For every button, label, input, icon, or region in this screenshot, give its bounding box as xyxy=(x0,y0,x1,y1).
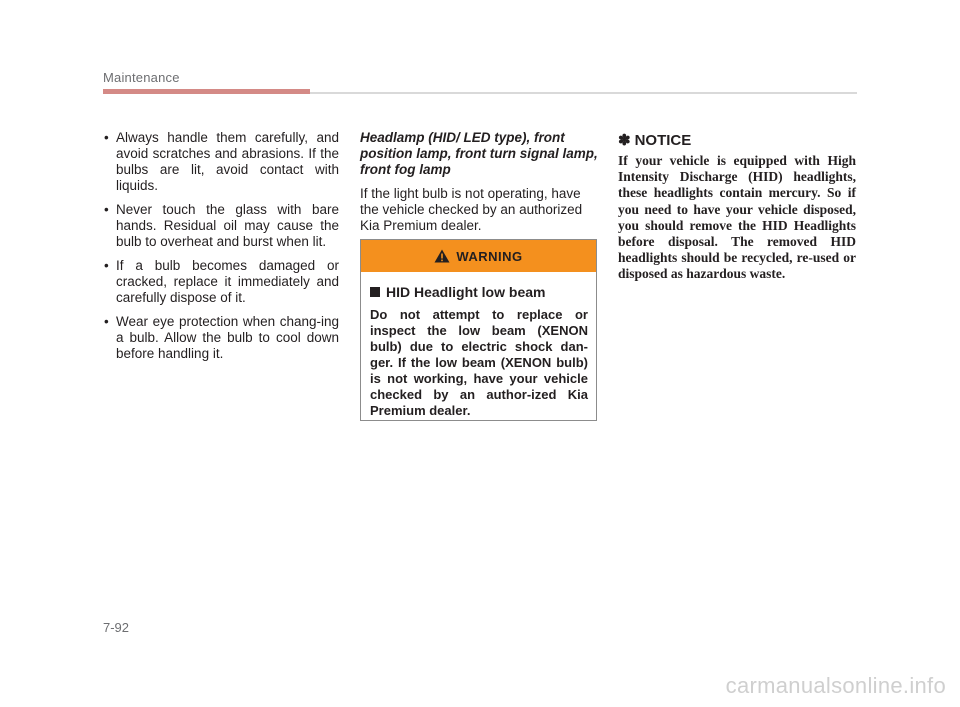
watermark: carmanualsonline.info xyxy=(725,673,946,698)
bullet-icon: • xyxy=(104,130,109,145)
bullet-icon: • xyxy=(104,258,109,273)
bullet-column xyxy=(103,130,339,370)
bullet-icon: • xyxy=(104,202,109,217)
warning-body: Do not attempt to replace or inspect the low beam (XENON bulb) due to electric shock dan-ger. If the low beam (XENON bulb) is not working, have your vehicle checked by an author-ized Kia Premium dealer. xyxy=(370,307,588,418)
headlamp-section xyxy=(360,130,598,234)
section-body: If the light bulb is not operating, have the vehicle checked by an authorized Kia Premium dealer. xyxy=(360,186,583,233)
page-number: 7-92 xyxy=(103,620,130,635)
asterisk-icon: ✽ xyxy=(618,132,631,149)
notice-body: If your vehicle is equipped with High Intensity Discharge (HID) headlights, these headlights contain mercury. So if you need to have your vehicle disposed, you should remove the HID Headlights before disposal. The removed HID headlights should be recycled, re-used or disposed as hazardous waste. xyxy=(618,153,856,282)
bullet-list xyxy=(103,130,339,362)
square-bullet-icon xyxy=(370,287,380,297)
warning-label: WARNING xyxy=(456,248,523,264)
list-item: • Never touch the glass with bare hands. Residual oil may cause the bulb to overheat and burst when lit. xyxy=(104,202,339,249)
header-divider-line xyxy=(310,92,857,94)
list-item: • If a bulb becomes damaged or cracked, replace it immediately and carefully dispose of it. xyxy=(104,258,339,305)
bullet-icon: • xyxy=(104,314,109,329)
warning-title: HID Headlight low beam xyxy=(370,283,588,301)
warning-triangle-icon xyxy=(434,249,450,263)
warning-box xyxy=(360,239,597,421)
list-item: • Always handle them carefully, and avoid scratches and abrasions. If the bulbs are lit, avoid contact with liquids. xyxy=(104,130,339,193)
warning-content xyxy=(361,272,596,419)
warning-header xyxy=(361,240,596,272)
notice-section xyxy=(618,131,856,283)
list-item: • Wear eye protection when chang-ing a bulb. Allow the bulb to cool down before handling it. xyxy=(104,314,339,361)
notice-heading: ✽ NOTICE xyxy=(618,131,692,149)
section-heading: Headlamp (HID/ LED type), front position lamp, front turn signal lamp, front fog lamp xyxy=(360,130,598,177)
header-accent-bar xyxy=(103,89,310,94)
page-header-title: Maintenance xyxy=(103,70,180,85)
